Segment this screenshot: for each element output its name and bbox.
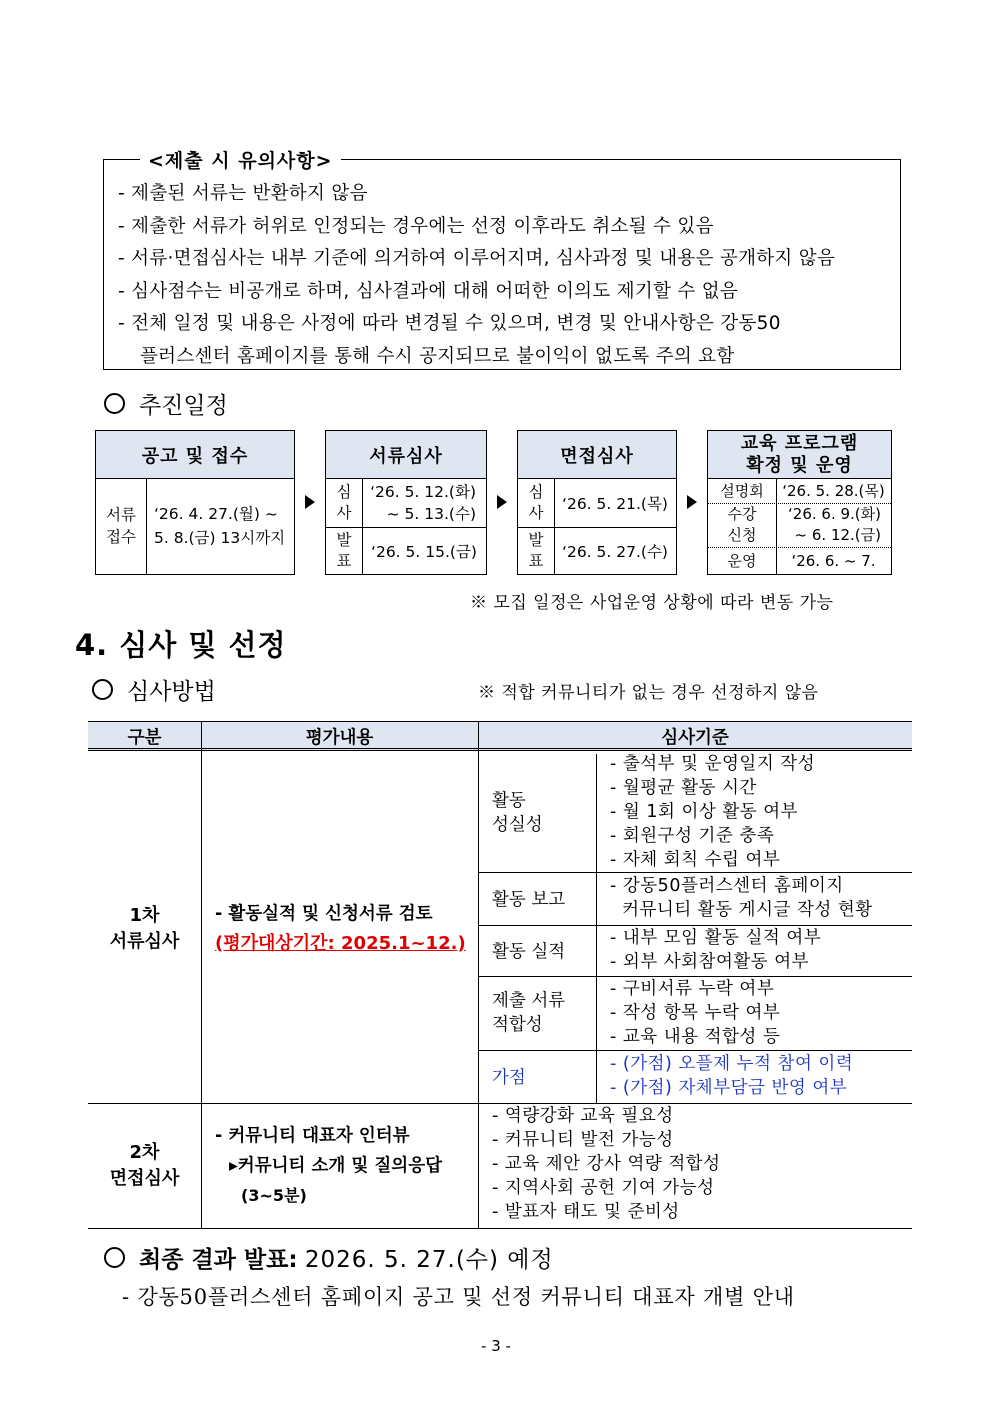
arrow-right-icon bbox=[305, 495, 315, 509]
notice-title: <제출 시 유의사항> bbox=[140, 146, 341, 173]
schedule-value: ‘26. 6. ~ 7. bbox=[791, 551, 876, 570]
table-header-category: 구분 bbox=[127, 727, 162, 748]
schedule-heading: 추진일정 bbox=[104, 387, 228, 420]
arrow-right-icon bbox=[497, 495, 507, 509]
final-date: 2026. 5. 27.(수) 예정 bbox=[304, 1247, 554, 1273]
criteria-list bbox=[596, 752, 912, 872]
schedule-value: ‘26. 4. 27.(월) ~ 5. 8.(금) 13시까지 bbox=[154, 505, 286, 547]
notice-item: - 제출한 서류가 허위로 인정되는 경우에는 선정 이후라도 취소될 수 있음 bbox=[118, 215, 714, 237]
final-heading: 최종 결과 발표: bbox=[139, 1247, 298, 1273]
criteria-label: 제출 서류 적합성 bbox=[492, 991, 566, 1035]
criteria-label: 활동 실적 bbox=[492, 942, 566, 962]
criteria-label: 활동 성실성 bbox=[492, 791, 543, 835]
section-title: 4. 심사 및 선정 bbox=[75, 628, 287, 662]
criteria-item: - 교육 제안 강사 역량 적합성 bbox=[492, 1154, 721, 1174]
criteria-list bbox=[596, 977, 912, 1050]
criteria-item: - 자체 회칙 수립 여부 bbox=[610, 850, 781, 870]
table-header-content: 평가내용 bbox=[305, 727, 374, 748]
criteria-item: - 회원구성 기준 충족 bbox=[610, 826, 775, 846]
circle-bullet-icon bbox=[104, 393, 125, 414]
criteria-item: - 지역사회 공헌 기여 가능성 bbox=[492, 1178, 715, 1198]
second-round-content-text: (3~5분) bbox=[241, 1185, 307, 1205]
second-round-content bbox=[201, 1103, 478, 1228]
schedule-label: 발 표 bbox=[336, 530, 352, 570]
criteria-item: - 강동50플러스센터 홈페이지 bbox=[610, 876, 844, 896]
schedule-value: ‘26. 5. 12.(화) ~ 5. 13.(수) bbox=[370, 482, 476, 523]
criteria-item: - 구비서류 누락 여부 bbox=[610, 979, 775, 999]
arrow-right-icon bbox=[687, 495, 697, 509]
second-round-content-text: - 커뮤니티 대표자 인터뷰 bbox=[215, 1125, 410, 1146]
schedule-box-title: 서류심사 bbox=[326, 431, 486, 479]
schedule-value: ‘26. 6. 9.(화) ~ 6. 12.(금) bbox=[788, 505, 881, 544]
notice-item: 플러스센터 홈페이지를 통해 수시 공지되므로 불이익이 없도록 주의 요함 bbox=[140, 345, 735, 367]
schedule-value: ‘26. 5. 27.(수) bbox=[562, 542, 668, 561]
criteria-list bbox=[596, 874, 912, 925]
criteria-item: 커뮤니티 활동 게시글 작성 현황 bbox=[610, 900, 873, 920]
circle-bullet-icon bbox=[104, 1247, 125, 1268]
final-detail: - 강동50플러스센터 홈페이지 공고 및 선정 커뮤니티 대표자 개별 안내 bbox=[122, 1285, 795, 1309]
schedule-value: ‘26. 5. 28.(목) bbox=[782, 482, 885, 500]
schedule-box-interview bbox=[517, 430, 677, 575]
criteria-item: - (가점) 자체부담금 반영 여부 bbox=[610, 1078, 848, 1098]
criteria-list bbox=[478, 1104, 912, 1228]
schedule-label: 수강 신청 bbox=[727, 505, 757, 544]
circle-bullet-icon bbox=[92, 679, 113, 700]
schedule-label: 심 사 bbox=[528, 482, 544, 522]
schedule-box-document-review bbox=[325, 430, 487, 575]
first-round-content bbox=[201, 754, 478, 1103]
schedule-label: 운영 bbox=[727, 552, 757, 570]
final-announcement bbox=[104, 1241, 554, 1274]
schedule-value: ‘26. 5. 15.(금) bbox=[371, 542, 477, 561]
schedule-box-title: 교육 프로그램 확정 및 운영 bbox=[708, 431, 891, 479]
criteria-item: - 월평균 활동 시간 bbox=[610, 778, 757, 798]
notice-list bbox=[118, 178, 894, 373]
criteria-label: 활동 보고 bbox=[492, 890, 566, 910]
schedule-box-program-operation bbox=[707, 430, 892, 575]
criteria-item: - 커뮤니티 발전 가능성 bbox=[492, 1130, 674, 1150]
criteria-item: - 교육 내용 적합성 등 bbox=[610, 1027, 781, 1047]
criteria-item: - 역량강화 교육 필요성 bbox=[492, 1106, 674, 1126]
criteria-label: 가점 bbox=[492, 1068, 526, 1088]
table-header-criteria: 심사기준 bbox=[661, 727, 729, 748]
criteria-list bbox=[596, 926, 912, 976]
evaluation-period: (평가대상기간: 2025.1~12.) bbox=[215, 932, 466, 954]
schedule-label: 서류 접수 bbox=[106, 506, 136, 546]
criteria-item: - (가점) 오플제 누적 참여 이력 bbox=[610, 1054, 854, 1074]
evaluation-table bbox=[88, 721, 912, 1229]
schedule-value: ‘26. 5. 21.(목) bbox=[562, 494, 668, 513]
notice-item: - 전체 일정 및 내용은 사정에 따라 변경될 수 있으며, 변경 및 안내사항은 강동50 bbox=[118, 313, 781, 334]
criteria-item: - 발표자 태도 및 준비성 bbox=[492, 1202, 680, 1222]
page-number: - 3 - bbox=[481, 1337, 511, 1355]
method-heading: 심사방법 bbox=[92, 673, 216, 706]
schedule-box-announcement bbox=[95, 430, 295, 575]
criteria-item: - 작성 항목 누락 여부 bbox=[610, 1003, 781, 1023]
criteria-item: - 외부 사회참여활동 여부 bbox=[610, 952, 810, 972]
schedule-box-title: 면접심사 bbox=[518, 431, 676, 479]
schedule-label: 설명회 bbox=[720, 482, 764, 500]
criteria-item: - 출석부 및 운영일지 작성 bbox=[610, 754, 816, 774]
notice-box bbox=[103, 159, 901, 370]
schedule-label: 발 표 bbox=[528, 530, 544, 570]
schedule-note: ※ 모집 일정은 사업운영 상황에 따라 변동 가능 bbox=[470, 593, 834, 613]
notice-item: - 제출된 서류는 반환하지 않음 bbox=[118, 183, 368, 204]
second-round-category: 2차 면접심사 bbox=[109, 1141, 180, 1189]
schedule-label: 심 사 bbox=[336, 482, 352, 522]
method-note: ※ 적합 커뮤니티가 없는 경우 선정하지 않음 bbox=[478, 683, 819, 703]
criteria-item: - 내부 모임 활동 실적 여부 bbox=[610, 928, 822, 948]
second-round-content-text: ▸커뮤니티 소개 및 질의응답 bbox=[229, 1155, 443, 1176]
schedule-box-title: 공고 및 접수 bbox=[96, 431, 294, 479]
first-round-category: 1차 서류심사 bbox=[109, 904, 180, 952]
criteria-item: - 월 1회 이상 활동 여부 bbox=[610, 802, 799, 822]
first-round-content-text: - 활동실적 및 신청서류 검토 bbox=[215, 903, 433, 924]
criteria-list bbox=[596, 1052, 912, 1103]
notice-item: - 서류·면접심사는 내부 기준에 의거하여 이루어지며, 심사과정 및 내용은 공개하지 않음 bbox=[118, 248, 836, 269]
notice-item: - 심사점수는 비공개로 하며, 심사결과에 대해 어떠한 이의도 제기할 수 없음 bbox=[118, 280, 739, 302]
